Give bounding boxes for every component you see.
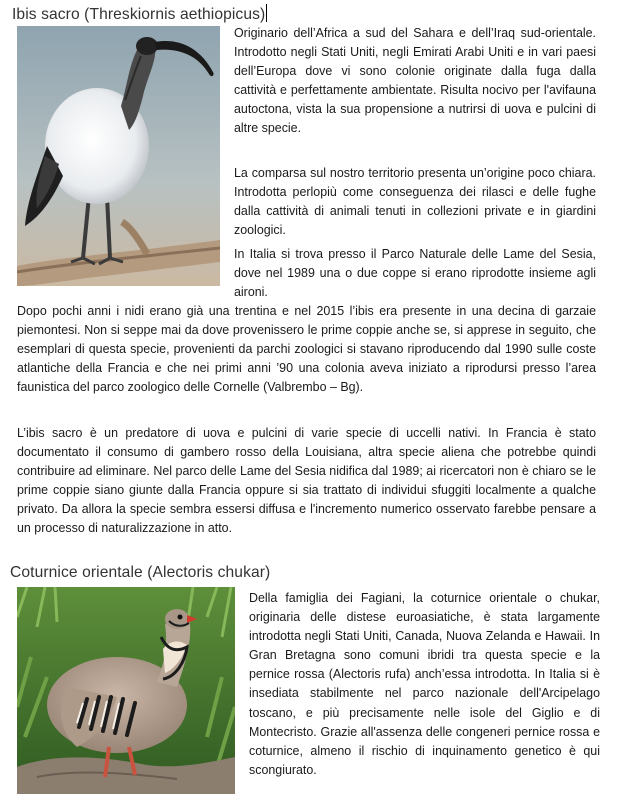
paragraph: Originario dell’Africa a sud del Sahara e dell’Iraq sud-orientale. Introdotto negli Stati Uniti, negli Emirati Arabi Uniti e in vari paesi dell’Europa dove vi sono colonie originate dalla fuga dalla cattività e perfettamente ambientate. Risulta nocivo per l'avifauna autoctona, vista la sua propensione a nutrirsi di uova e pulcini di altre specie.: [234, 26, 596, 136]
section-heading-chukar: Coturnice orientale (Alectoris chukar): [10, 564, 271, 581]
paragraph: La comparsa sul nostro territorio presenta un’origine poco chiara. Introdotta perlopiù come conseguenza dei rilasci e delle fughe dalla cattività di animali tenuti in collezioni private e in giardini zoologici.: [234, 166, 596, 238]
chukar-partridge-photo: [17, 587, 235, 794]
paragraph: Dopo pochi anni i nidi erano già una trentina e nel 2015 l’ibis era presente in una decina di garzaie piemontesi. Non si seppe mai da dove provenissero le prime coppie anche se, si apprese in seguito, che esemplari di questa specie, provenienti da parchi zoologici si stavano riproducendo dal 1990 sulle coste atlantiche della Francia e che nei primi anni ’90 una colonia aveva iniziato a riprodursi presso l’area faunistica del parco zoologico delle Cornelle (Valbrembo – Bg).: [17, 304, 596, 395]
paragraph: L’ibis sacro è un predatore di uova e pulcini di varie specie di uccelli nativi. In Francia è stato documentato il consumo di gambero rosso della Louisiana, altra specie aliena che potrebbe quindi contribuire ad eliminare. Nel parco delle Lame del Sesia nidifica dal 1989; ai ricercatori non è chiaro se le prime coppie siano giunte dalla Francia oppure si sia trattato di individui sfuggiti localmente a qualche privato. Da allora la specie sembra essersi diffusa e l'incremento numerico osservato farebbe pensare a un processo di naturalizzazione in atto.: [17, 426, 596, 536]
sacred-ibis-photo: [17, 26, 220, 286]
text-cursor: [266, 4, 267, 22]
section-heading-ibis: Ibis sacro (Threskiornis aethiopicus): [12, 6, 266, 23]
paragraph: In Italia si trova presso il Parco Naturale delle Lame del Sesia, dove nel 1989 una o due coppe si erano riprodotte insieme agli aironi.: [234, 247, 596, 300]
paragraph: Della famiglia dei Fagiani, la coturnice orientale o chukar, originaria delle distese euroasiatiche, è stata largamente introdotta negli Stati Uniti, Canada, Nuova Zelanda e Hawaii. In Gran Bretagna sono comuni ibridi tra questa specie e la pernice rossa (Alectoris rufa) anch’essa introdotta. In Italia si è insediata stabilmente nel parco nazionale dell'Arcipelago toscano, e più precisamente nelle isole del Giglio e di Montecristo. Grazie all'assenza delle congeneri pernice rossa e coturnice, almeno il rischio di inquinamento genetico è qui scongiurato.: [249, 591, 600, 777]
